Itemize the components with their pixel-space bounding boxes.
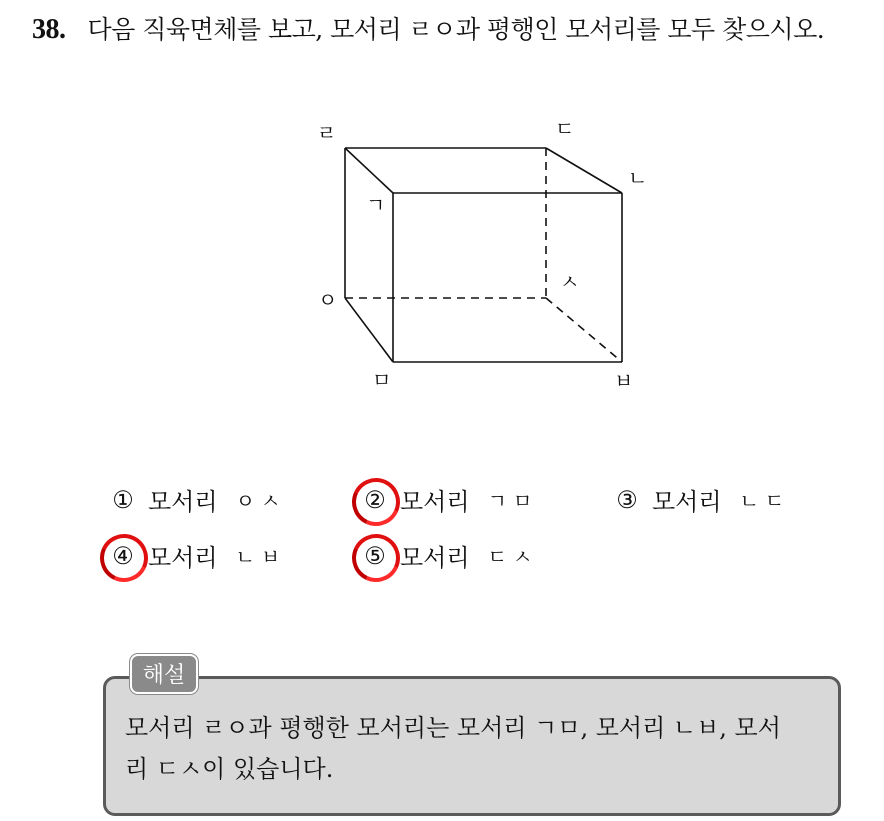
choice-3-edge: ㄴㄷ [739, 489, 791, 513]
choice-2[interactable] [360, 482, 538, 517]
vertex-label-digeut: ㄷ [555, 117, 575, 141]
edge-digeut-nieun [546, 148, 622, 193]
vertex-label-mieum: ㅁ [372, 368, 392, 392]
explanation-tab: 해설 [130, 654, 198, 694]
question-number: 38. [32, 14, 66, 45]
choice-3-number: ③ [616, 485, 638, 514]
choice-5-text: 모서리 [400, 544, 470, 572]
choice-4[interactable] [108, 538, 286, 573]
edge-rieul-giyeok [345, 148, 393, 193]
choice-2-text: 모서리 [400, 488, 470, 516]
vertex-label-nieun: ㄴ [628, 166, 648, 190]
edge-ieung-mieum [345, 298, 393, 362]
choice-1-text: 모서리 [148, 488, 218, 516]
choice-2-edge: ㄱㅁ [487, 489, 539, 513]
choice-5-number: ⑤ [360, 542, 390, 570]
choice-5[interactable] [360, 538, 538, 573]
choice-1-number: ① [112, 485, 134, 514]
explanation-text [125, 708, 830, 790]
explanation-line-1: 모서리 ㄹㅇ과 평행한 모서리는 모서리 ㄱㅁ, 모서리 ㄴㅂ, 모서 [125, 714, 781, 742]
vertex-label-ieung: ㅇ [318, 288, 338, 312]
question-text: 다음 직육면체를 보고, 모서리 ㄹㅇ과 평행인 모서리를 모두 찾으시오. [87, 15, 825, 44]
vertex-label-rieul: ㄹ [317, 121, 337, 145]
choice-1-edge: ㅇㅅ [235, 489, 287, 513]
choice-3-text: 모서리 [652, 488, 722, 516]
explanation-line-2: 리 ㄷㅅ이 있습니다. [125, 755, 334, 783]
choice-4-number: ④ [108, 542, 138, 570]
choice-4-text: 모서리 [148, 544, 218, 572]
vertex-label-bieup: ㅂ [614, 369, 634, 393]
vertex-label-siot: ㅅ [560, 270, 580, 294]
vertex-label-giyeok: ㄱ [366, 193, 386, 217]
choice-1[interactable] [108, 482, 286, 517]
choice-2-number: ② [360, 486, 390, 514]
choice-5-edge: ㄷㅅ [487, 545, 539, 569]
hidden-edge-siot-bieup [546, 298, 622, 362]
choice-4-edge: ㄴㅂ [235, 545, 287, 569]
choice-3[interactable] [612, 482, 790, 517]
